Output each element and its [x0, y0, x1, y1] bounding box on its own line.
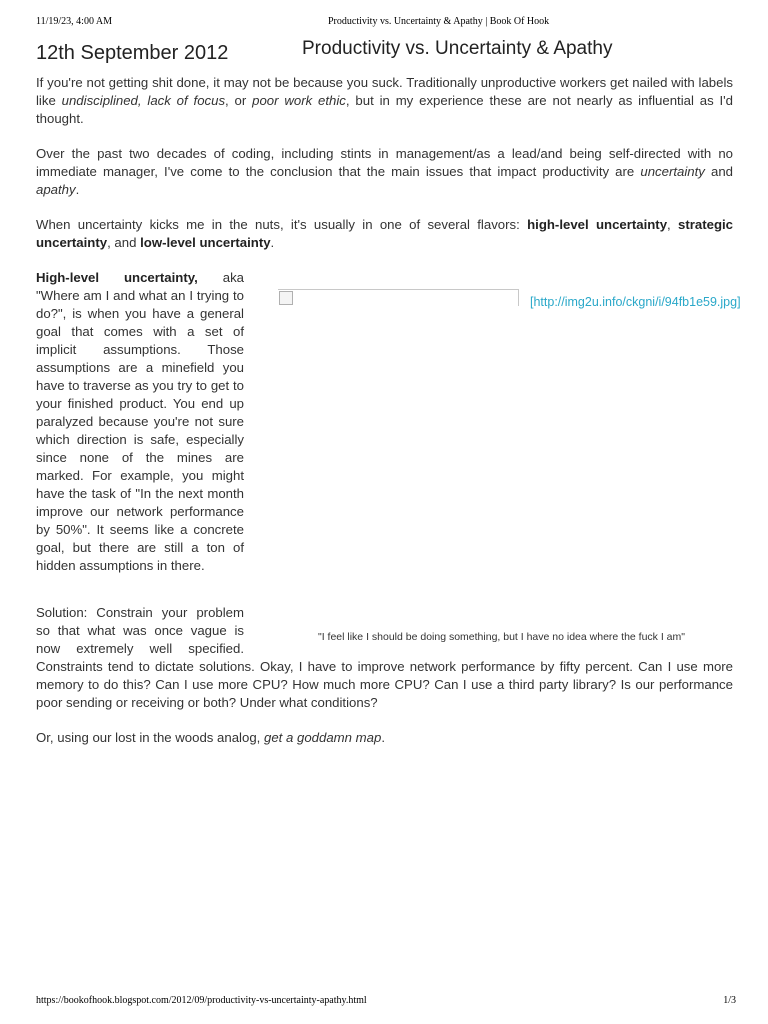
image-link[interactable]: [http://img2u.info/ckgni/i/94fb1e59.jpg] — [530, 295, 741, 309]
text-run: If you're not getting shit done, it may not be because you suck. Traditionally unproductive workers get nailed with labels like — [36, 75, 733, 108]
text-run: . — [381, 730, 385, 745]
text-run: Or, using our lost in the woods analog, — [36, 730, 264, 745]
paragraph-map — [36, 729, 733, 747]
emphasis-text: uncertainty — [640, 164, 705, 179]
post-date: 12th September 2012 — [36, 42, 229, 64]
figure — [270, 271, 741, 651]
text-run: , but in my experience these are not nearly as influential as I'd thought. — [36, 93, 734, 126]
emphasis-text: poor work ethic — [252, 93, 346, 108]
emphasis-text: apathy — [36, 182, 76, 197]
figure-caption: "I feel like I should be doing something, but I have no idea where the fuck I am" — [317, 631, 685, 643]
print-url: https://bookofhook.blogspot.com/2012/09/productivity-vs-uncertainty-apathy.html — [36, 995, 367, 1006]
text-run: . — [270, 235, 275, 250]
bold-text: strategic uncertainty — [36, 217, 734, 250]
text-run: . — [75, 182, 80, 197]
text-run: , or — [225, 93, 253, 108]
post-body — [36, 74, 741, 764]
bold-text: low-level uncertainty — [140, 235, 271, 250]
text-run: and — [704, 164, 733, 179]
broken-image-icon — [279, 291, 293, 305]
paragraph-flavors — [36, 216, 733, 252]
bold-text: high-level uncertainty — [527, 217, 668, 232]
text-run: When uncertainty kicks me in the nuts, it's usually in one of several flavors: — [36, 217, 528, 232]
emphasis-text: get a goddamn map — [264, 730, 382, 745]
paragraph-two-issues — [36, 145, 733, 199]
print-page-title: Productivity vs. Uncertainty & Apathy | Book Of Hook — [328, 16, 550, 27]
text-run: , and — [107, 235, 141, 250]
text-run: , — [667, 217, 679, 232]
text-run: Over the past two decades of coding, including stints in management/as a lead/and being self-directed with no immediate manager, I've come to the conclusion that the main issues that impact productivity are — [36, 146, 733, 179]
post-title[interactable]: Productivity vs. Uncertainty & Apathy — [302, 38, 613, 59]
emphasis-text: undisciplined, lack of focus — [61, 93, 226, 108]
text-run: aka "Where am I and what an I trying to do?", is when you have a general goal that comes with a set of implicit assumptions. Those assumptions are a minefield you have to traverse as you try to get to your finished product. You end up paralyzed because you're not sure which direction is safe, especially since none of the mines are marked. For example, you might have the task of "In the next month improve our network performance by 50%". It seems like a concrete goal, but there are still a ton of hidden assumptions in there. — [36, 270, 244, 573]
paragraph-intro — [36, 74, 733, 128]
broken-image[interactable] — [278, 289, 519, 306]
paragraph-solution: Solution: Constrain your problem so that what was once vague is now extremely well specified. Constraints tend to dictate solutions. Okay, I have to improve network performance by fifty percent. Can I use more memory to do this? Can I use more CPU? How much more CPU? Can I use a third party library? Is our performance poor sending or receiving or both? Under what conditions? — [36, 605, 733, 710]
bold-text: High-level uncertainty, — [36, 270, 198, 285]
page-number: 1/3 — [723, 995, 736, 1006]
print-datetime: 11/19/23, 4:00 AM — [36, 16, 113, 27]
